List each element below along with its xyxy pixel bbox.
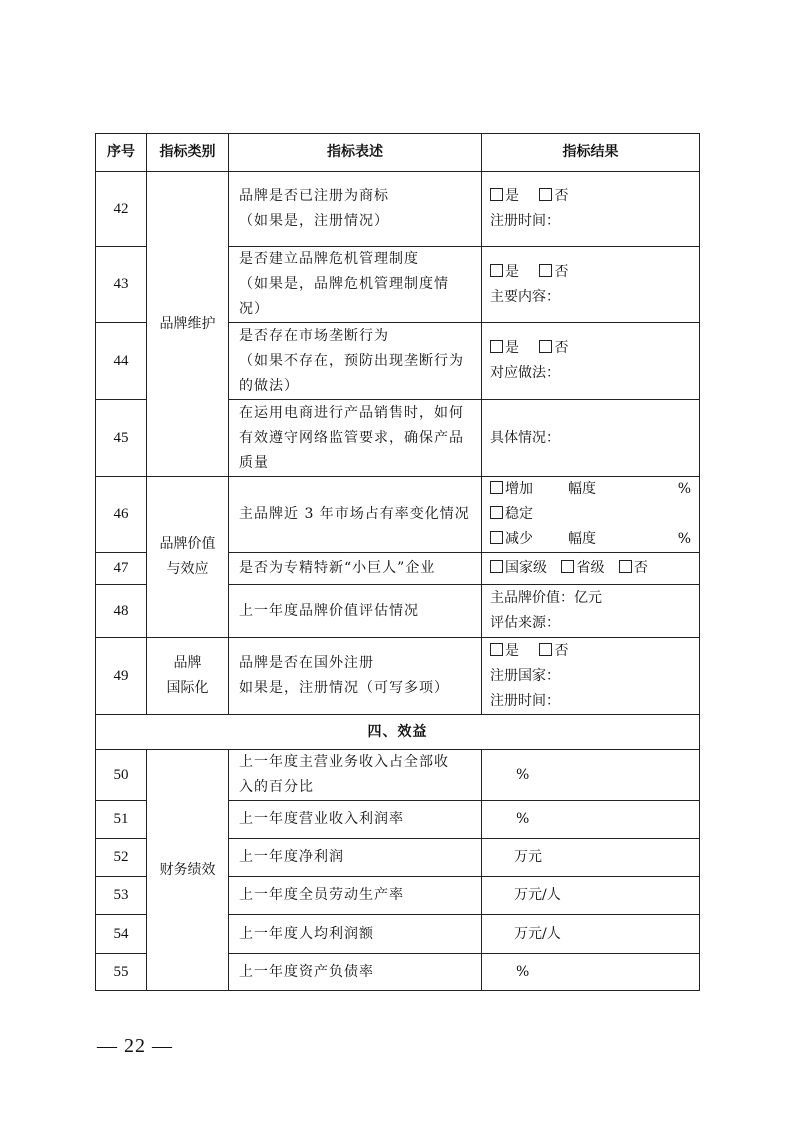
option-stable[interactable] xyxy=(490,502,568,527)
option-label: 否 xyxy=(633,560,648,576)
row-number: 43 xyxy=(96,247,147,323)
result-field[interactable]: 注册时间： xyxy=(490,213,560,229)
option-label: 减少 xyxy=(505,531,533,547)
desc-line: （如果是，品牌危机管理制度情 xyxy=(239,276,449,292)
category-finance: 财务绩效 xyxy=(147,750,229,991)
row-description: 上一年度营业收入利润率 xyxy=(229,801,482,839)
checkbox-icon[interactable] xyxy=(490,481,503,494)
row-result xyxy=(482,323,700,400)
row-description: 上一年度资产负债率 xyxy=(229,954,482,991)
category-line: 品牌 xyxy=(173,655,202,671)
category-brand-maintenance: 品牌维护 xyxy=(147,172,229,477)
header-no: 序号 xyxy=(96,134,147,172)
row-result xyxy=(482,477,700,553)
option-no[interactable] xyxy=(539,336,568,361)
row-description xyxy=(229,750,482,801)
desc-line: 质量 xyxy=(239,454,269,471)
row-number: 45 xyxy=(96,400,147,477)
category-line: 国际化 xyxy=(166,680,209,696)
unit-field[interactable]: % xyxy=(482,801,700,839)
unit-field[interactable]: % xyxy=(482,750,700,801)
table-row xyxy=(96,750,700,801)
option-no[interactable] xyxy=(539,260,568,285)
option-yes[interactable] xyxy=(490,184,519,209)
option-label: 国家级 xyxy=(505,560,547,576)
unit-field[interactable]: % xyxy=(482,954,700,991)
table-row xyxy=(96,172,700,247)
row-number: 46 xyxy=(96,477,147,553)
option-label: 是 xyxy=(505,642,519,659)
row-description: 上一年度全员劳动生产率 xyxy=(229,877,482,915)
section-title: 四、效益 xyxy=(96,715,700,750)
percent-field[interactable]: % xyxy=(677,481,691,497)
checkbox-icon[interactable] xyxy=(490,560,503,573)
desc-line: 入的百分比 xyxy=(239,779,314,795)
desc-line: 的做法） xyxy=(239,377,299,394)
result-field[interactable]: 对应做法： xyxy=(490,365,560,381)
result-field[interactable]: 注册国家： xyxy=(490,667,560,684)
row-number: 54 xyxy=(96,915,147,954)
row-description: 上一年度品牌价值评估情况 xyxy=(229,585,482,638)
option-national[interactable] xyxy=(490,556,547,581)
row-result xyxy=(482,172,700,247)
desc-line: 在运用电商进行产品销售时，如何 xyxy=(239,404,464,421)
category-brand-value xyxy=(147,477,229,638)
row-description xyxy=(229,400,482,477)
header-description: 指标表述 xyxy=(229,134,482,172)
row-result xyxy=(482,638,700,715)
option-provincial[interactable] xyxy=(561,556,604,581)
checkbox-icon[interactable] xyxy=(539,643,552,656)
table-row xyxy=(96,638,700,715)
row-number: 47 xyxy=(96,553,147,585)
header-category: 指标类别 xyxy=(147,134,229,172)
result-field[interactable]: 评估来源： xyxy=(490,615,560,631)
checkbox-icon[interactable] xyxy=(539,340,552,353)
option-label: 是 xyxy=(505,263,519,280)
row-number: 44 xyxy=(96,323,147,400)
category-brand-international xyxy=(147,638,229,715)
unit-field[interactable]: 万元/人 xyxy=(482,915,700,954)
option-label: 否 xyxy=(554,340,569,356)
row-result xyxy=(482,247,700,323)
checkbox-icon[interactable] xyxy=(490,531,503,544)
checkbox-icon[interactable] xyxy=(619,560,632,573)
checkbox-icon[interactable] xyxy=(490,264,503,277)
option-label: 是 xyxy=(505,340,519,356)
range-label: 幅度 xyxy=(568,531,596,547)
header-result: 指标结果 xyxy=(482,134,700,172)
desc-line: 上一年度主营业务收入占全部收 xyxy=(239,754,449,770)
percent-field[interactable]: % xyxy=(677,531,691,547)
option-label: 省级 xyxy=(576,560,605,576)
row-number: 55 xyxy=(96,954,147,991)
row-number: 52 xyxy=(96,839,147,877)
row-description: 主品牌近 3 年市场占有率变化情况 xyxy=(229,477,482,553)
desc-line: 有效遵守网络监管要求，确保产品 xyxy=(239,429,464,446)
row-description xyxy=(229,323,482,400)
option-label: 否 xyxy=(554,188,569,204)
result-field[interactable]: 主要内容： xyxy=(490,288,560,305)
option-yes[interactable] xyxy=(490,639,519,664)
category-line: 品牌价值 xyxy=(159,536,216,552)
option-yes[interactable] xyxy=(490,260,519,285)
section-row xyxy=(96,715,700,750)
row-description xyxy=(229,247,482,323)
checkbox-icon[interactable] xyxy=(490,340,503,353)
option-label: 增加 xyxy=(505,481,533,497)
row-number: 48 xyxy=(96,585,147,638)
result-field[interactable]: 注册时间： xyxy=(490,692,560,709)
row-number: 42 xyxy=(96,172,147,247)
option-label: 稳定 xyxy=(505,506,533,522)
indicator-table xyxy=(95,133,700,991)
result-field[interactable]: 主品牌价值：亿元 xyxy=(490,590,602,606)
option-label: 是 xyxy=(505,188,519,204)
desc-line: 品牌是否在国外注册 xyxy=(239,655,374,671)
checkbox-icon[interactable] xyxy=(539,188,552,201)
checkbox-icon[interactable] xyxy=(561,560,574,573)
row-description: 上一年度人均利润额 xyxy=(229,915,482,954)
desc-line: 况） xyxy=(239,301,269,317)
desc-line: 品牌是否已注册为商标 xyxy=(239,188,389,204)
option-label: 否 xyxy=(554,263,569,280)
desc-line: （如果不存在，预防出现垄断行为 xyxy=(239,352,464,369)
range-label: 幅度 xyxy=(568,481,596,497)
row-description xyxy=(229,638,482,715)
row-description xyxy=(229,172,482,247)
row-number: 49 xyxy=(96,638,147,715)
checkbox-icon[interactable] xyxy=(490,506,503,519)
row-result xyxy=(482,553,700,585)
option-no[interactable] xyxy=(539,639,568,664)
option-increase[interactable] xyxy=(490,477,568,502)
desc-line: （如果是，注册情况） xyxy=(239,213,389,229)
desc-line: 是否存在市场垄断行为 xyxy=(239,327,389,344)
row-result xyxy=(482,585,700,638)
row-number: 53 xyxy=(96,877,147,915)
desc-line: 是否建立品牌危机管理制度 xyxy=(239,251,419,267)
unit-field[interactable]: 万元/人 xyxy=(482,877,700,915)
desc-line: 如果是，注册情况（可写多项） xyxy=(239,680,449,696)
option-label: 否 xyxy=(554,642,569,659)
option-no[interactable] xyxy=(539,184,568,209)
option-decrease[interactable] xyxy=(490,527,568,552)
row-description: 是否为专精特新“小巨人”企业 xyxy=(229,553,482,585)
result-field[interactable]: 具体情况： xyxy=(482,400,700,477)
category-line: 与效应 xyxy=(166,561,209,577)
row-number: 50 xyxy=(96,750,147,801)
checkbox-icon[interactable] xyxy=(490,188,503,201)
checkbox-icon[interactable] xyxy=(539,264,552,277)
page-number: — 22 — xyxy=(97,1035,173,1057)
row-description: 上一年度净利润 xyxy=(229,839,482,877)
option-no[interactable] xyxy=(619,556,648,581)
unit-field[interactable]: 万元 xyxy=(482,839,700,877)
checkbox-icon[interactable] xyxy=(490,643,503,656)
table-header-row xyxy=(96,134,700,172)
option-yes[interactable] xyxy=(490,336,519,361)
row-number: 51 xyxy=(96,801,147,839)
table-row xyxy=(96,477,700,553)
